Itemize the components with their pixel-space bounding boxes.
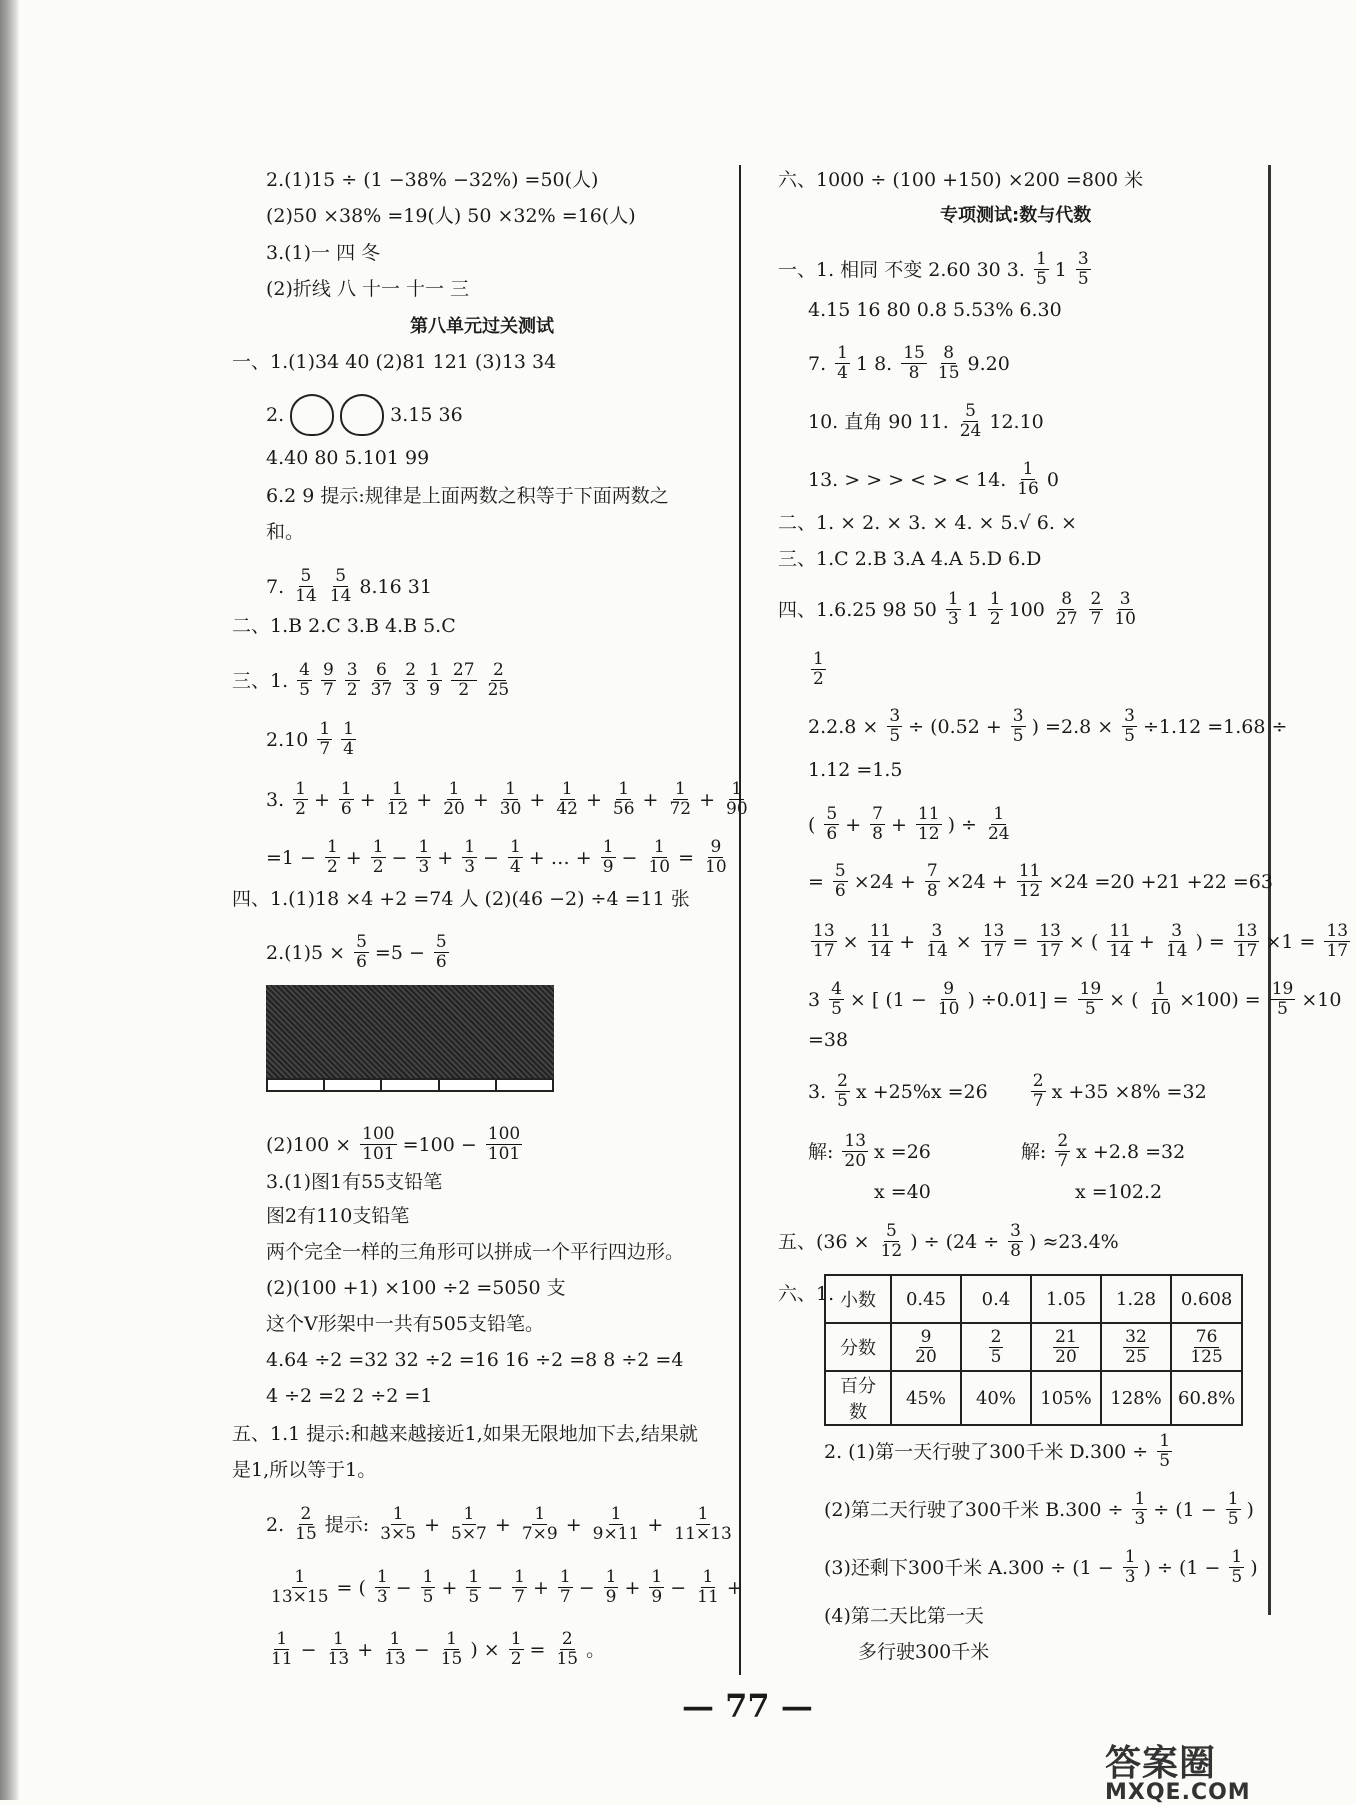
answer-line: (2)折线 八 十一 十一 三 bbox=[266, 278, 470, 300]
watermark-logo bbox=[1105, 1735, 1251, 1805]
expr-text: 3. bbox=[808, 1080, 827, 1103]
answer-line bbox=[808, 1132, 1191, 1171]
fraction: $\frac{3}{14}$ bbox=[1165, 921, 1188, 961]
expr-text: − bbox=[300, 1638, 317, 1661]
fraction: 1 7 bbox=[319, 719, 331, 759]
fraction: 2 3 bbox=[405, 660, 417, 700]
fraction: $\frac{76}{125}$ bbox=[1190, 1326, 1223, 1367]
expr-text: × [ (1 − bbox=[849, 988, 927, 1011]
fraction: 5 14 bbox=[329, 566, 352, 606]
fraction: 15 8 bbox=[903, 343, 925, 383]
expr-text: ÷ (0.52 + bbox=[908, 715, 1002, 738]
answer-line bbox=[808, 402, 1050, 441]
answer-line: 2.10 1 7 1 4 bbox=[266, 719, 354, 759]
expr-text: 13. > > > < > < 14. bbox=[808, 468, 1007, 491]
fraction: $\frac{7}{8}$ bbox=[926, 861, 938, 901]
expr-text: 。 bbox=[586, 1638, 606, 1661]
fraction: $\frac{1}{7}$ bbox=[559, 1567, 571, 1607]
expr-text: = ( bbox=[336, 1576, 366, 1599]
expr-text: x +35 ×8% =32 bbox=[1051, 1080, 1207, 1103]
table-cell: 1.28 bbox=[1101, 1275, 1171, 1323]
answer-line bbox=[808, 650, 832, 689]
fraction: 2 5 bbox=[837, 1071, 848, 1111]
answer-line bbox=[808, 344, 1016, 383]
expr-text: ) ÷ bbox=[947, 813, 977, 836]
fraction: 1 2 bbox=[989, 589, 1001, 629]
expr-text: 10. 直角 90 11. bbox=[808, 410, 949, 433]
fraction: $\frac{1}{11}$ bbox=[697, 1567, 719, 1607]
answer-line: (2)(100 +1) ×100 ÷2 =5050 支 bbox=[266, 1277, 566, 1299]
expr-text: = bbox=[678, 846, 695, 869]
fraction: $\frac{1}{13}$ bbox=[384, 1629, 406, 1669]
fraction: $\frac{1}{9}$ bbox=[605, 1567, 617, 1607]
fraction: $\frac{1}{9\times 11}$ bbox=[592, 1504, 640, 1544]
expr-text: + bbox=[532, 1576, 549, 1599]
fraction: $\frac{1}{10}$ bbox=[1149, 979, 1172, 1019]
answer-line bbox=[808, 862, 1279, 901]
answer-line bbox=[808, 1072, 1213, 1111]
fraction: $\frac{1}{13\times 15}$ bbox=[271, 1567, 329, 1607]
expr-text: 解: bbox=[1020, 1140, 1047, 1163]
fraction: $\frac{1}{5}$ bbox=[468, 1567, 480, 1607]
answer-line: 两个完全一样的三角形可以拼成一个平行四边形。 bbox=[266, 1241, 685, 1263]
fraction: 13 20 bbox=[844, 1131, 867, 1171]
answer-line: =38 bbox=[808, 1029, 849, 1051]
expr-text: 0 bbox=[1046, 468, 1059, 491]
fraction: $\frac{100}{101}$ bbox=[362, 1124, 395, 1164]
fraction: $\frac{13}{17}$ bbox=[1235, 921, 1258, 961]
answer-line: 4.15 16 80 0.8 5.53% 6.30 bbox=[808, 299, 1062, 321]
answer-line: 这个V形架中一共有505支铅笔。 bbox=[266, 1313, 544, 1335]
answer-line: 六、1000 ÷ (100 +150) ×200 =800 米 bbox=[778, 169, 1144, 191]
answer-line: 二、1.B 2.C 3.B 4.B 5.C bbox=[232, 615, 456, 637]
expr-text: + bbox=[726, 1576, 743, 1599]
fraction: $\frac{11}{14}$ bbox=[869, 921, 892, 961]
answer-line: 图2有110支铅笔 bbox=[266, 1205, 410, 1227]
expr-text: 四、1.6.25 98 50 bbox=[778, 598, 937, 621]
table-cell: 60.8% bbox=[1171, 1371, 1242, 1425]
expr-text: ) ÷ (24 ÷ bbox=[910, 1230, 1000, 1253]
fraction: $\frac{1}{3}$ bbox=[1124, 1547, 1136, 1587]
expr-text: x +25%x =26 bbox=[855, 1080, 988, 1103]
fraction: 3 10 bbox=[1114, 589, 1136, 629]
fraction: $\frac{1}{5}$ bbox=[422, 1567, 434, 1607]
fraction: $\frac{21}{20}$ bbox=[1055, 1326, 1077, 1367]
answer-line: 二、1. × 2. × 3. × 4. × 5.√ 6. × bbox=[778, 512, 1077, 534]
expr-text: ) ≈23.4% bbox=[1029, 1230, 1119, 1253]
answer-line bbox=[808, 922, 1356, 961]
fraction: $\frac{1}{5}$ bbox=[1231, 1547, 1243, 1587]
fraction: 27 2 bbox=[452, 660, 475, 700]
answer-line: (4)第二天比第一天 bbox=[824, 1605, 984, 1627]
expr-text: − bbox=[670, 1576, 687, 1599]
fraction: 1 3 bbox=[947, 589, 959, 629]
table-cell bbox=[1171, 1323, 1242, 1371]
answer-line: =1 − $\frac{1}{2}$ + $\frac{1}{2}$ − $\frac{1}{3}$ + $\frac{1}{3}$ − $\frac{1}{4}$ + … + $\frac{1}{9}$ − $\frac{1}{10}$ = $\frac{9}{10}$ bbox=[266, 837, 727, 877]
section-heading: 第八单元过关测试 bbox=[410, 316, 554, 337]
answer-line: 和。 bbox=[266, 521, 305, 543]
fraction: $\frac{1}{9}$ bbox=[651, 1567, 663, 1607]
fraction: $\frac{1}{56}$ bbox=[612, 779, 635, 819]
answer-line: (2)50 ×38% =19(人) 50 ×32% =16(人) bbox=[266, 205, 636, 227]
expr-text: 2. (1)第一天行驶了300千米 D.300 ÷ bbox=[824, 1440, 1149, 1463]
expr-text: 1 8. bbox=[855, 352, 893, 375]
fraction: $\frac{11}{12}$ bbox=[917, 804, 940, 844]
expr-text: 一、1. 相同 不变 2.60 30 3. bbox=[778, 258, 1025, 281]
fraction: 1 3 bbox=[376, 1567, 388, 1607]
answer-line: 2.(1)15 ÷ (1 −38% −32%) =50(人) bbox=[266, 169, 599, 191]
table-row bbox=[825, 1323, 1242, 1371]
smiley-face-drawing bbox=[290, 394, 334, 436]
watermark-url: MXQE.COM bbox=[1105, 1780, 1251, 1805]
answer-line: 3.(1)图1有55支铅笔 bbox=[266, 1171, 443, 1193]
answer-line bbox=[778, 250, 1097, 289]
expr-text: 1 bbox=[966, 598, 979, 621]
expr-text: + bbox=[424, 1513, 440, 1536]
fraction: 5 24 bbox=[959, 401, 982, 441]
expr-text: + bbox=[472, 788, 489, 811]
expr-text: ×24 + bbox=[853, 870, 916, 893]
fraction: 3 5 bbox=[1077, 249, 1089, 289]
fraction: $\frac{1}{15}$ bbox=[440, 1629, 463, 1669]
expr-text: − bbox=[483, 846, 499, 869]
expr-text: 12.10 bbox=[989, 410, 1044, 433]
answer-line: 五、1.1 提示:和越来越接近1,如果无限地加下去,结果就 bbox=[232, 1423, 698, 1445]
answer-line: 1.12 =1.5 bbox=[808, 759, 903, 781]
expr-text: + bbox=[494, 1513, 511, 1536]
expr-text: × ( bbox=[1068, 930, 1099, 953]
answer-line bbox=[808, 460, 1065, 499]
answer-line: 一、1.(1)34 40 (2)81 121 (3)13 34 bbox=[232, 351, 557, 373]
fraction: $\frac{1}{10}$ bbox=[648, 837, 671, 877]
expr-text: ×100) = bbox=[1179, 988, 1261, 1011]
fraction: 2 7 bbox=[1032, 1071, 1044, 1111]
table-cell: 1.05 bbox=[1031, 1275, 1101, 1323]
table-row bbox=[825, 1371, 1242, 1425]
fraction: $\frac{2}{5}$ bbox=[990, 1326, 1002, 1367]
fraction: $\frac{5}{6}$ bbox=[435, 932, 447, 972]
expr-text: = bbox=[1012, 930, 1029, 953]
table-cell: 0.608 bbox=[1171, 1275, 1242, 1323]
expr-text: 9.20 bbox=[967, 352, 1010, 375]
fraction: 1 9 bbox=[429, 660, 440, 700]
fraction: $\frac{1}{6}$ bbox=[340, 779, 352, 819]
row-label: 小数 bbox=[825, 1275, 891, 1323]
fraction: $\frac{1}{3}$ bbox=[418, 837, 430, 877]
fraction: $\frac{5}{12}$ bbox=[880, 1221, 903, 1261]
fraction: $\frac{3}{5}$ bbox=[1012, 706, 1024, 746]
expr-text: + bbox=[565, 1513, 582, 1536]
table-cell bbox=[961, 1323, 1031, 1371]
table-cell bbox=[891, 1323, 961, 1371]
fraction: $\frac{13}{17}$ bbox=[982, 921, 1005, 961]
table-cell: 0.45 bbox=[891, 1275, 961, 1323]
section-heading: 专项测试:数与代数 bbox=[940, 205, 1092, 226]
answer-line: 3. 1 2 + $\frac{1}{6}$ + $\frac{1}{12}$ + $\frac{1}{20}$ + $\frac{1}{30}$ + $\frac{1}{42}$ + $\frac{1}{56}$ + $\frac{1}{72}$ + $\frac{1}{90}$ bbox=[266, 779, 748, 819]
fraction: 2 25 bbox=[487, 660, 510, 700]
fraction: $\frac{9}{10}$ bbox=[705, 837, 727, 877]
answer-line: 7. 5 14 5 14 8.16 31 bbox=[266, 566, 432, 606]
fraction: $\frac{1}{4}$ bbox=[509, 837, 521, 877]
fraction: $\frac{1}{2}$ bbox=[326, 837, 338, 877]
fraction: $\frac{1}{7\times 9}$ bbox=[521, 1504, 558, 1544]
table-row bbox=[825, 1275, 1242, 1323]
fraction: $\frac{3}{8}$ bbox=[1010, 1221, 1021, 1261]
expr-text: + bbox=[345, 846, 362, 869]
shaded-figure bbox=[266, 985, 554, 1078]
expr-text: (2)第二天行驶了300千米 B.300 ÷ bbox=[824, 1498, 1124, 1521]
fraction: 2 15 bbox=[295, 1504, 317, 1544]
watermark-text: 答案圈 bbox=[1105, 1743, 1217, 1784]
expr-text: 1 bbox=[1054, 258, 1067, 281]
fraction: $\frac{1}{30}$ bbox=[499, 779, 522, 819]
fraction: $\frac{13}{17}$ bbox=[1326, 921, 1349, 961]
expr-text: x =26 bbox=[874, 1140, 931, 1163]
answer-line: 六、1. bbox=[778, 1283, 835, 1305]
expr-text: (3)还剩下300千米 A.300 ÷ (1 − bbox=[824, 1556, 1114, 1579]
expr-text: − bbox=[395, 1576, 412, 1599]
fraction: 2 7 bbox=[1057, 1131, 1069, 1171]
fraction: $\frac{13}{17}$ bbox=[1039, 921, 1061, 961]
answer-line bbox=[266, 1630, 611, 1669]
fraction: 8 15 bbox=[937, 343, 960, 383]
column-divider bbox=[739, 165, 741, 1675]
fraction: $\frac{1}{90}$ bbox=[726, 779, 748, 819]
answer-line bbox=[824, 1490, 1260, 1529]
fraction: 1 4 bbox=[837, 343, 848, 383]
expr-text: ) bbox=[1250, 1556, 1258, 1579]
answer-line: 多行驶300千米 bbox=[858, 1641, 990, 1663]
expr-text: ÷1.12 =1.68 ÷ bbox=[1143, 715, 1288, 738]
answer-line: 2. 3.15 36 bbox=[266, 394, 469, 436]
table-cell: 128% bbox=[1101, 1371, 1171, 1425]
answer-line bbox=[778, 1222, 1125, 1261]
fraction: $\frac{3}{5}$ bbox=[1124, 706, 1135, 746]
fraction: 11 14 bbox=[1109, 921, 1131, 961]
fraction: 1 11 bbox=[271, 1629, 293, 1669]
expr-text: 解: bbox=[808, 1140, 834, 1163]
page-number: — 77 — bbox=[682, 1687, 813, 1725]
expr-text: ) × bbox=[470, 1638, 500, 1661]
fraction: $\frac{1}{20}$ bbox=[443, 779, 465, 819]
fraction: $\frac{1}{9}$ bbox=[602, 837, 614, 877]
expr-text: + bbox=[416, 788, 433, 811]
expr-text: ) =2.8 × bbox=[1031, 715, 1114, 738]
expr-text: x +2.8 =32 bbox=[1076, 1140, 1186, 1163]
fraction: $\frac{1}{11\times 13}$ bbox=[674, 1504, 732, 1544]
fraction: 6 37 bbox=[370, 660, 393, 700]
expr-text: 五、(36 × bbox=[778, 1230, 870, 1253]
answer-line bbox=[266, 1568, 749, 1607]
answer-line: 4.40 80 5.101 99 bbox=[266, 447, 430, 469]
expr-text: ) ÷ (1 − bbox=[1143, 1556, 1221, 1579]
expr-text: ×1 = bbox=[1265, 930, 1316, 953]
expr-text: + bbox=[642, 788, 659, 811]
expr-text: = bbox=[808, 870, 824, 893]
fraction: $\frac{1}{7}$ bbox=[514, 1567, 525, 1607]
table-cell: 105% bbox=[1031, 1371, 1101, 1425]
answer-line: 是1,所以等于1。 bbox=[232, 1459, 377, 1481]
conversion-table bbox=[824, 1274, 1243, 1426]
expr-text: × bbox=[955, 930, 972, 953]
fraction: $\frac{19}{5}$ bbox=[1271, 979, 1294, 1019]
expr-text: ( bbox=[808, 813, 816, 836]
expr-text: − bbox=[391, 846, 408, 869]
answer-line: 4.64 ÷2 =32 32 ÷2 =16 16 ÷2 =8 8 ÷2 =4 bbox=[266, 1349, 684, 1371]
expr-text: × ( bbox=[1109, 988, 1139, 1011]
expr-text: ×24 + bbox=[945, 870, 1008, 893]
fraction: 1 5 bbox=[1035, 249, 1047, 289]
expr-text: 7. bbox=[808, 352, 827, 375]
fraction: $\frac{32}{25}$ bbox=[1125, 1326, 1147, 1367]
page-edge-shadow bbox=[0, 0, 20, 1800]
fraction: 1 2 bbox=[813, 649, 824, 689]
fraction: $\frac{1}{2}$ bbox=[510, 1629, 522, 1669]
table-cell: 0.4 bbox=[961, 1275, 1031, 1323]
expr-text: ) ÷0.01] = bbox=[967, 988, 1069, 1011]
expr-text: ) = bbox=[1195, 930, 1225, 953]
fraction: $\frac{5}{6}$ bbox=[834, 861, 846, 901]
fraction: 1 16 bbox=[1017, 459, 1039, 499]
answer-line: 3.(1)一 四 冬 bbox=[266, 242, 381, 264]
expr-text: × bbox=[842, 930, 859, 953]
fraction: $\frac{4}{5}$ bbox=[831, 979, 842, 1019]
expr-text: − bbox=[621, 846, 638, 869]
fraction: $\frac{1}{12}$ bbox=[386, 779, 409, 819]
expr-text: ÷ (1 − bbox=[1153, 1498, 1217, 1521]
expr-text: − bbox=[487, 1576, 504, 1599]
expr-text: 3 bbox=[808, 988, 821, 1011]
fraction: $\frac{2}{15}$ bbox=[556, 1629, 579, 1669]
expr-text: 100 bbox=[1008, 598, 1045, 621]
expr-text: + bbox=[437, 846, 454, 869]
rotated-face-drawing bbox=[340, 394, 384, 436]
fraction: 2 7 bbox=[1090, 589, 1102, 629]
answer-line: 2.(1)5 × $\frac{5}{6}$ =5 − $\frac{5}{6}$ bbox=[266, 932, 447, 972]
fraction: $\frac{1}{2}$ bbox=[372, 837, 384, 877]
answer-line bbox=[808, 805, 1018, 844]
row-label: 分数 bbox=[825, 1323, 891, 1371]
fraction: $\frac{1}{3}$ bbox=[464, 837, 476, 877]
fraction: $\frac{100}{101}$ bbox=[487, 1124, 521, 1164]
answer-line bbox=[808, 707, 1293, 746]
fraction: 1 2 bbox=[295, 779, 306, 819]
expr-text: + … + bbox=[528, 846, 592, 869]
expr-text: + bbox=[1138, 930, 1155, 953]
table-cell bbox=[1101, 1323, 1171, 1371]
expr-text: + bbox=[441, 1576, 458, 1599]
expr-text: + bbox=[313, 788, 330, 811]
fraction: $\frac{1}{72}$ bbox=[669, 779, 692, 819]
fraction: $\frac{1}{5\times 7}$ bbox=[451, 1504, 487, 1544]
answer-line bbox=[778, 590, 1144, 629]
expr-text: + bbox=[359, 788, 376, 811]
expr-text: + bbox=[647, 1513, 664, 1536]
fraction: $\frac{3}{5}$ bbox=[889, 706, 901, 746]
expr-text: + bbox=[899, 930, 916, 953]
expr-text: ×24 =20 +21 +22 =63 bbox=[1048, 870, 1273, 893]
fraction: $\frac{1}{13}$ bbox=[327, 1629, 350, 1669]
fraction: 1 3×5 bbox=[380, 1504, 417, 1544]
fraction: $\frac{3}{14}$ bbox=[926, 921, 948, 961]
figure-strip bbox=[266, 1078, 554, 1092]
expr-text: + bbox=[585, 788, 602, 811]
expr-text: ) bbox=[1246, 1498, 1254, 1521]
fraction: $\frac{7}{8}$ bbox=[872, 804, 883, 844]
expr-text: + bbox=[357, 1638, 374, 1661]
fraction: $\frac{9}{10}$ bbox=[937, 979, 960, 1019]
answer-line: 2. 2 15 提示: 1 3×5 + $\frac{1}{5\times 7}$ + $\frac{1}{7\times 9}$ + $\frac{1}{9\times 11}$ + $\frac{1}{11\times 13}$ bbox=[266, 1504, 732, 1544]
answer-line: 四、1.(1)18 ×4 +2 =74 人 (2)(46 −2) ÷4 =11 张 bbox=[232, 888, 690, 910]
expr-text: 2.2.8 × bbox=[808, 715, 879, 738]
fraction: $\frac{1}{5}$ bbox=[1227, 1489, 1239, 1529]
answer-line: 6.2 9 提示:规律是上面两数之积等于下面两数之 bbox=[266, 485, 669, 507]
fraction: $\frac{13}{17}$ bbox=[813, 921, 835, 961]
answer-line: x =102.2 bbox=[1075, 1181, 1163, 1203]
fraction: $\frac{1}{24}$ bbox=[987, 804, 1010, 844]
fraction: $\frac{1}{3}$ bbox=[1134, 1489, 1146, 1529]
fraction: 9 7 bbox=[322, 660, 334, 700]
expr-text: − bbox=[413, 1638, 430, 1661]
answer-line: (2)100 × $\frac{100}{101}$ =100 − $\frac{100}{101}$ bbox=[266, 1124, 521, 1164]
expr-text: + bbox=[845, 813, 862, 836]
expr-text: + bbox=[699, 788, 716, 811]
fraction: $\frac{11}{12}$ bbox=[1018, 861, 1041, 901]
answer-line bbox=[824, 1432, 1178, 1471]
fraction: 3 2 bbox=[346, 660, 358, 700]
answer-line: x =40 bbox=[874, 1181, 931, 1203]
table-cell: 45% bbox=[891, 1371, 961, 1425]
fraction: $\frac{5}{6}$ bbox=[356, 932, 367, 972]
expr-text: = bbox=[529, 1638, 546, 1661]
fraction: 8 27 bbox=[1055, 589, 1078, 629]
fraction: 4 5 bbox=[299, 660, 310, 700]
answer-line bbox=[808, 980, 1347, 1019]
fraction: 5 6 bbox=[826, 804, 838, 844]
fraction: 1 4 bbox=[343, 719, 354, 759]
expr-text: − bbox=[578, 1576, 595, 1599]
table-cell: 40% bbox=[961, 1371, 1031, 1425]
expr-text: ×10 bbox=[1301, 988, 1342, 1011]
answer-line: 4 ÷2 =2 2 ÷2 =1 bbox=[266, 1385, 433, 1407]
fraction: $\frac{1}{42}$ bbox=[556, 779, 578, 819]
answer-line: 三、1. 4 5 9 7 3 2 6 37 2 3 1 9 27 2 2 25 bbox=[232, 660, 510, 700]
expr-text: + bbox=[624, 1576, 641, 1599]
expr-text: + bbox=[891, 813, 907, 836]
fraction: 5 14 bbox=[295, 566, 317, 606]
answer-line bbox=[824, 1548, 1264, 1587]
answer-line: 三、1.C 2.B 3.A 4.A 5.D 6.D bbox=[778, 548, 1042, 570]
fraction: $\frac{9}{20}$ bbox=[915, 1326, 937, 1367]
row-label: 百分数 bbox=[825, 1371, 891, 1425]
table-cell bbox=[1031, 1323, 1101, 1371]
expr-text: + bbox=[529, 788, 546, 811]
fraction: $\frac{1}{5}$ bbox=[1159, 1431, 1171, 1471]
fraction: $\frac{19}{5}$ bbox=[1079, 979, 1102, 1019]
